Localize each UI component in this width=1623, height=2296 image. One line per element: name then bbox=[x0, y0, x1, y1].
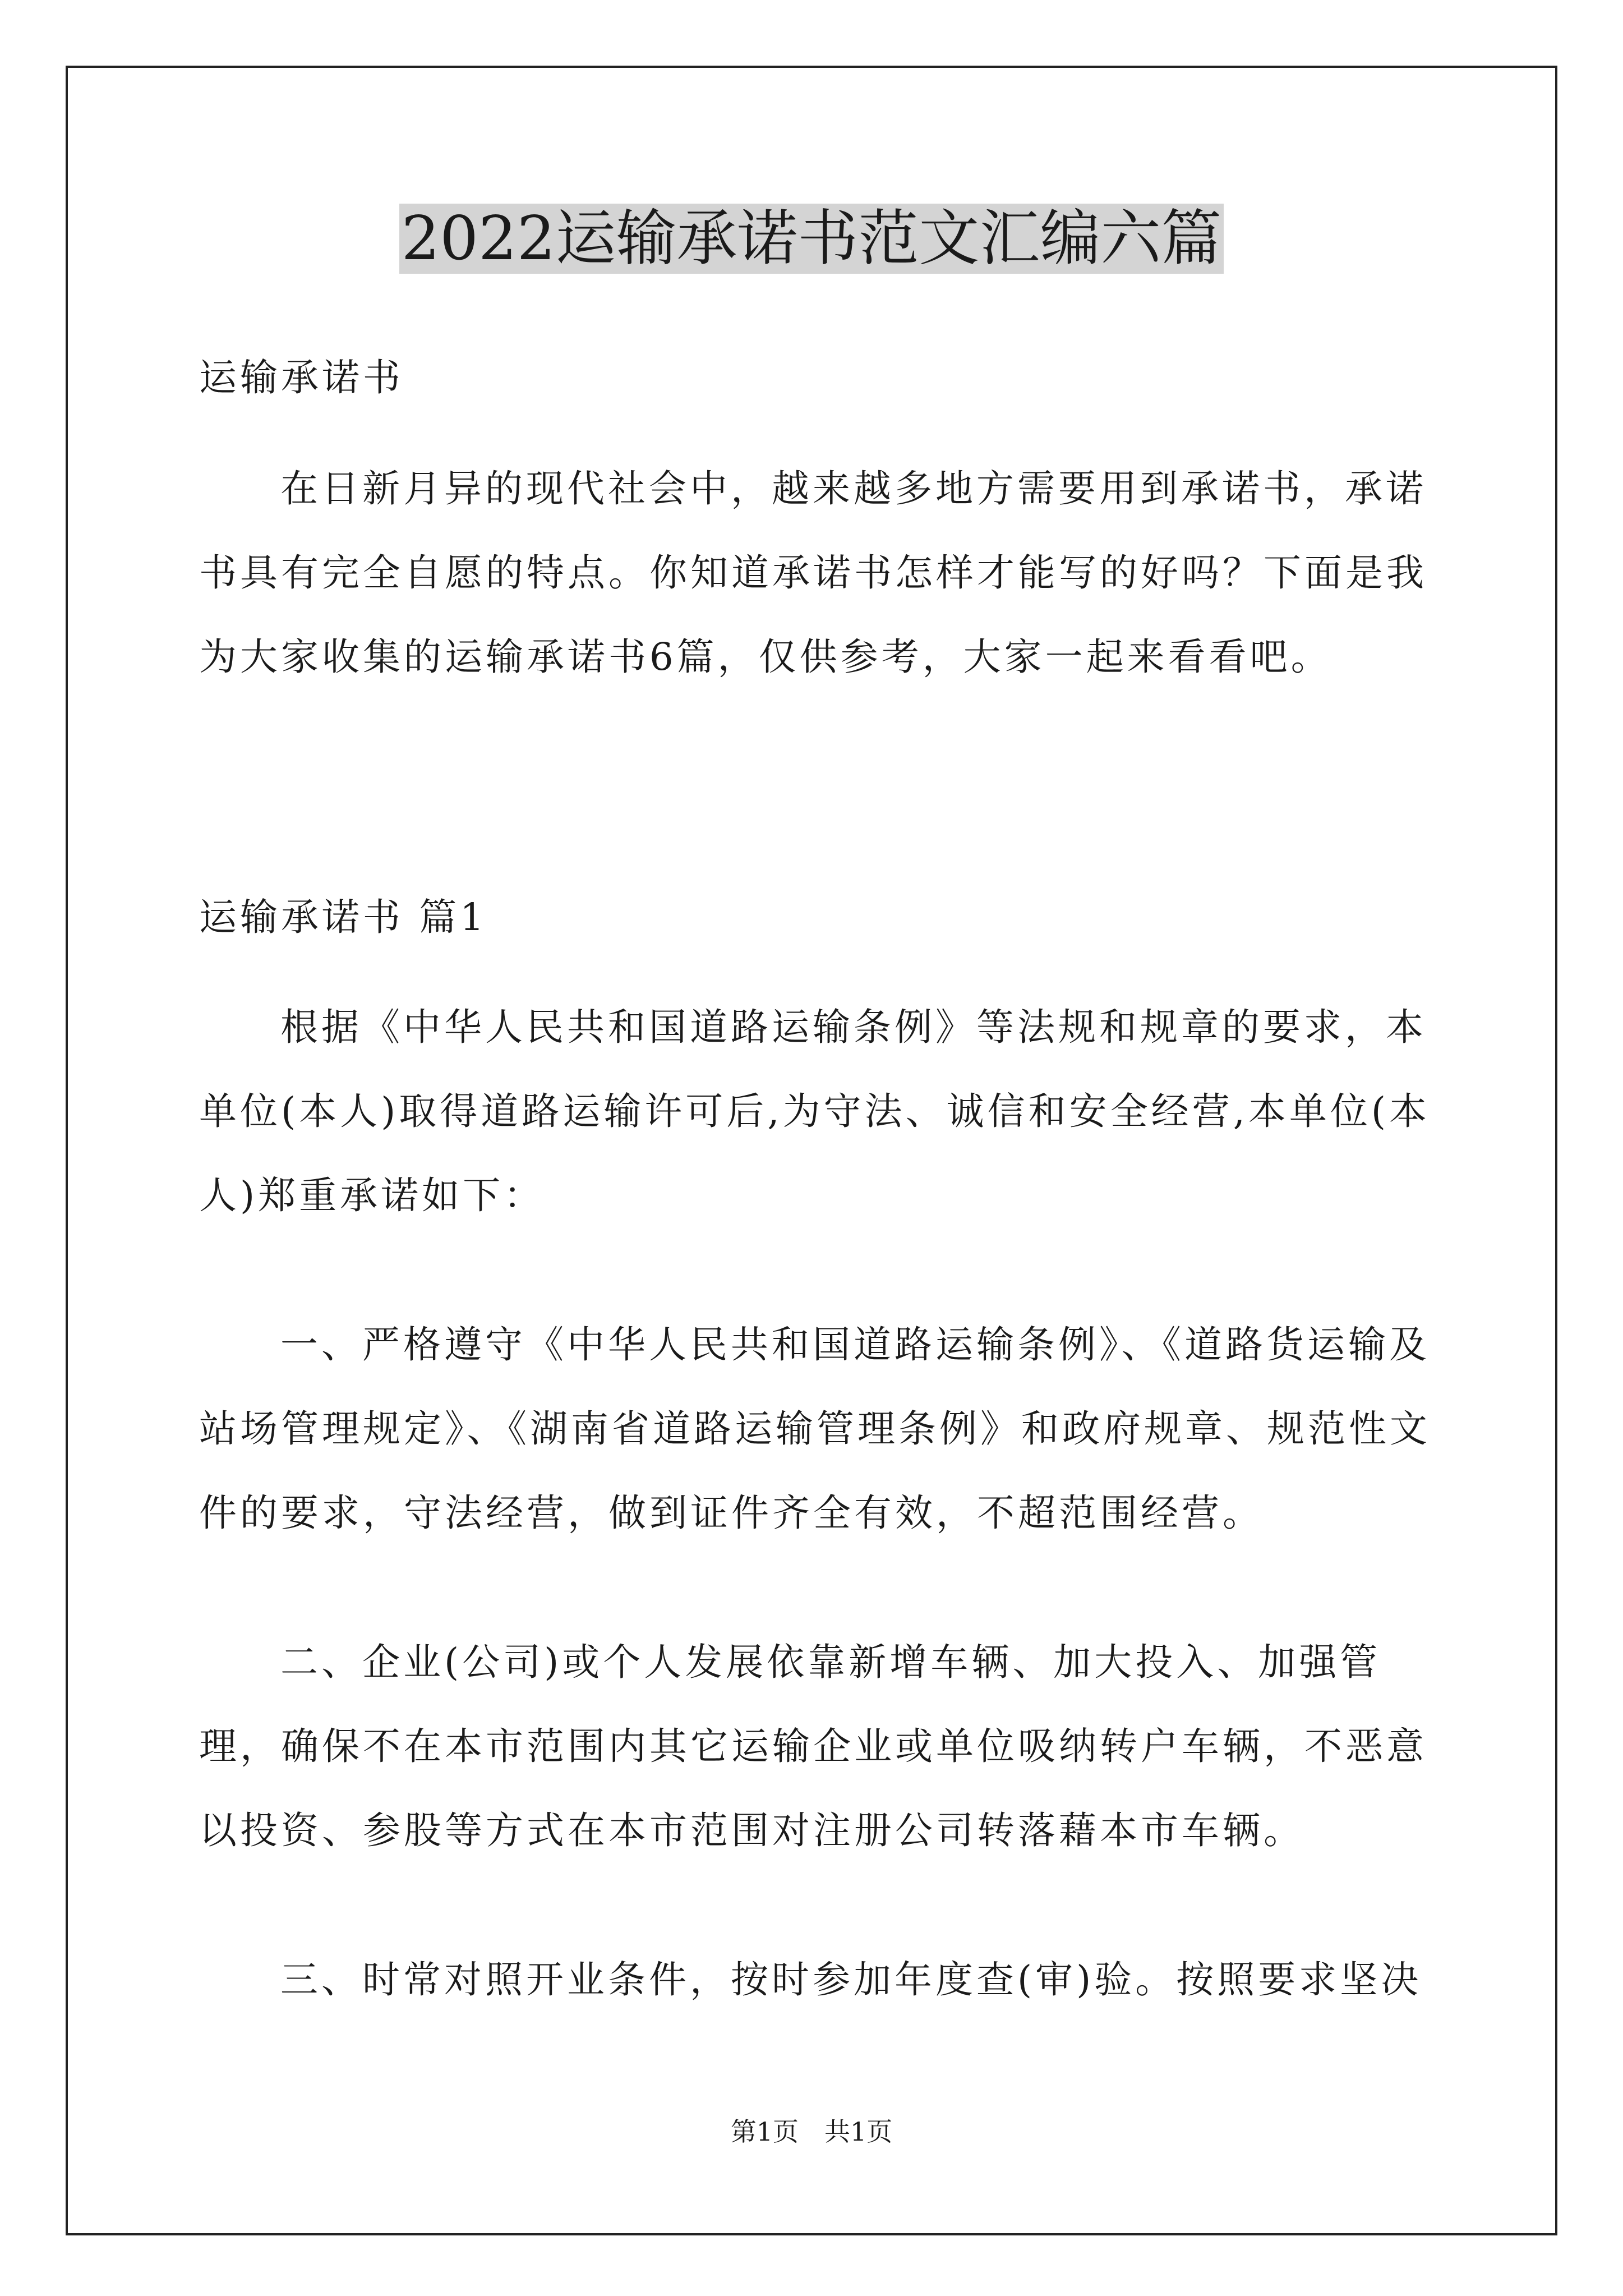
paragraph-1: 根据《中华人民共和国道路运输条例》等法规和规章的要求，本单位(本人)取得道路运输许可后,为守法、诚信和安全经营,本单位(本人)郑重承诺如下： bbox=[199, 1005, 1431, 1217]
section-heading: 运输承诺书 篇1 bbox=[199, 895, 487, 939]
document-title-text: 2022运输承诺书范文汇编六篇 bbox=[399, 204, 1224, 274]
intro-paragraph: 在日新月异的现代社会中，越来越多地方需要用到承诺书，承诺书具有完全自愿的特点。你知道承诺书怎样才能写的好吗？下面是我为大家收集的运输承诺书6篇，仅供参考，大家一起来看看吧。 bbox=[199, 467, 1427, 679]
paragraph-2: 一、严格遵守《中华人民共和国道路运输条例》、《道路货运输及站场管理规定》、《湖南省道路运输管理条例》和政府规章、规范性文件的要求，守法经营，做到证件齐全有效，不超范围经营。 bbox=[199, 1323, 1431, 1535]
page-footer: 第1页 共1页 bbox=[730, 2116, 893, 2147]
document-title bbox=[0, 200, 1623, 278]
paragraph-4: 三、时常对照开业条件，按时参加年度查(审)验。按照要求坚决 bbox=[280, 1958, 1422, 2001]
intro-heading: 运输承诺书 bbox=[199, 356, 404, 399]
paragraph-3: 二、企业(公司)或个人发展依靠新增车辆、加大投入、加强管理，确保不在本市范围内其它运输企业或单位吸纳转户车辆，不恶意以投资、参股等方式在本市范围对注册公司转落藉本市车辆。 bbox=[199, 1640, 1427, 1852]
